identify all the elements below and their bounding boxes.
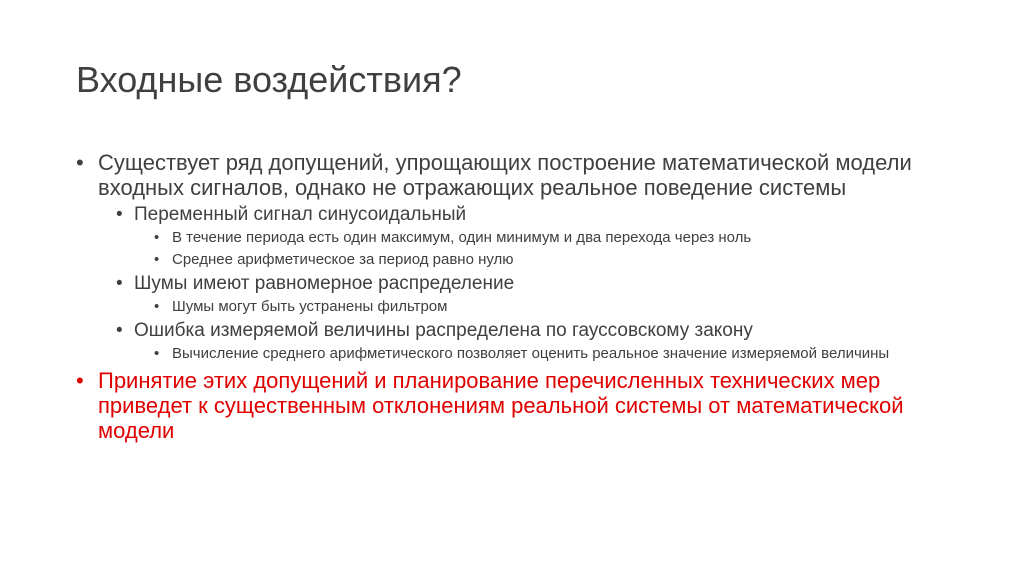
slide-title: Входные воздействия? <box>76 59 462 100</box>
sub-bullet-sinusoidal-signal: • Переменный сигнал синусоидальный <box>116 204 956 226</box>
bullet-assumptions: • Существует ряд допущений, упрощающих построение математической модели входных сигналов, однако не отражающих реальное поведение системы <box>76 150 956 200</box>
bullet-conclusion-warning: • Принятие этих допущений и планирование перечисленных технических мер приведет к существенным отклонениям реальной системы от математической модели <box>76 368 956 443</box>
sub-bullet-gaussian-error: • Ошибка измеряемой величины распределена по гауссовскому закону <box>116 320 956 342</box>
sub-sub-bullet-noise-filter: • Шумы могут быть устранены фильтром <box>154 298 956 315</box>
sub-sub-bullet-period-extrema: • В течение периода есть один максимум, один минимум и два перехода через ноль <box>154 229 956 246</box>
sub-sub-bullet-mean-zero: • Среднее арифметическое за период равно нулю <box>154 251 956 268</box>
slide-content <box>76 150 956 447</box>
sub-bullet-uniform-noise: • Шумы имеют равномерное распределение <box>116 273 956 295</box>
sub-sub-bullet-mean-estimate: • Вычисление среднего арифметического позволяет оценить реальное значение измеряемой величины <box>154 345 956 362</box>
